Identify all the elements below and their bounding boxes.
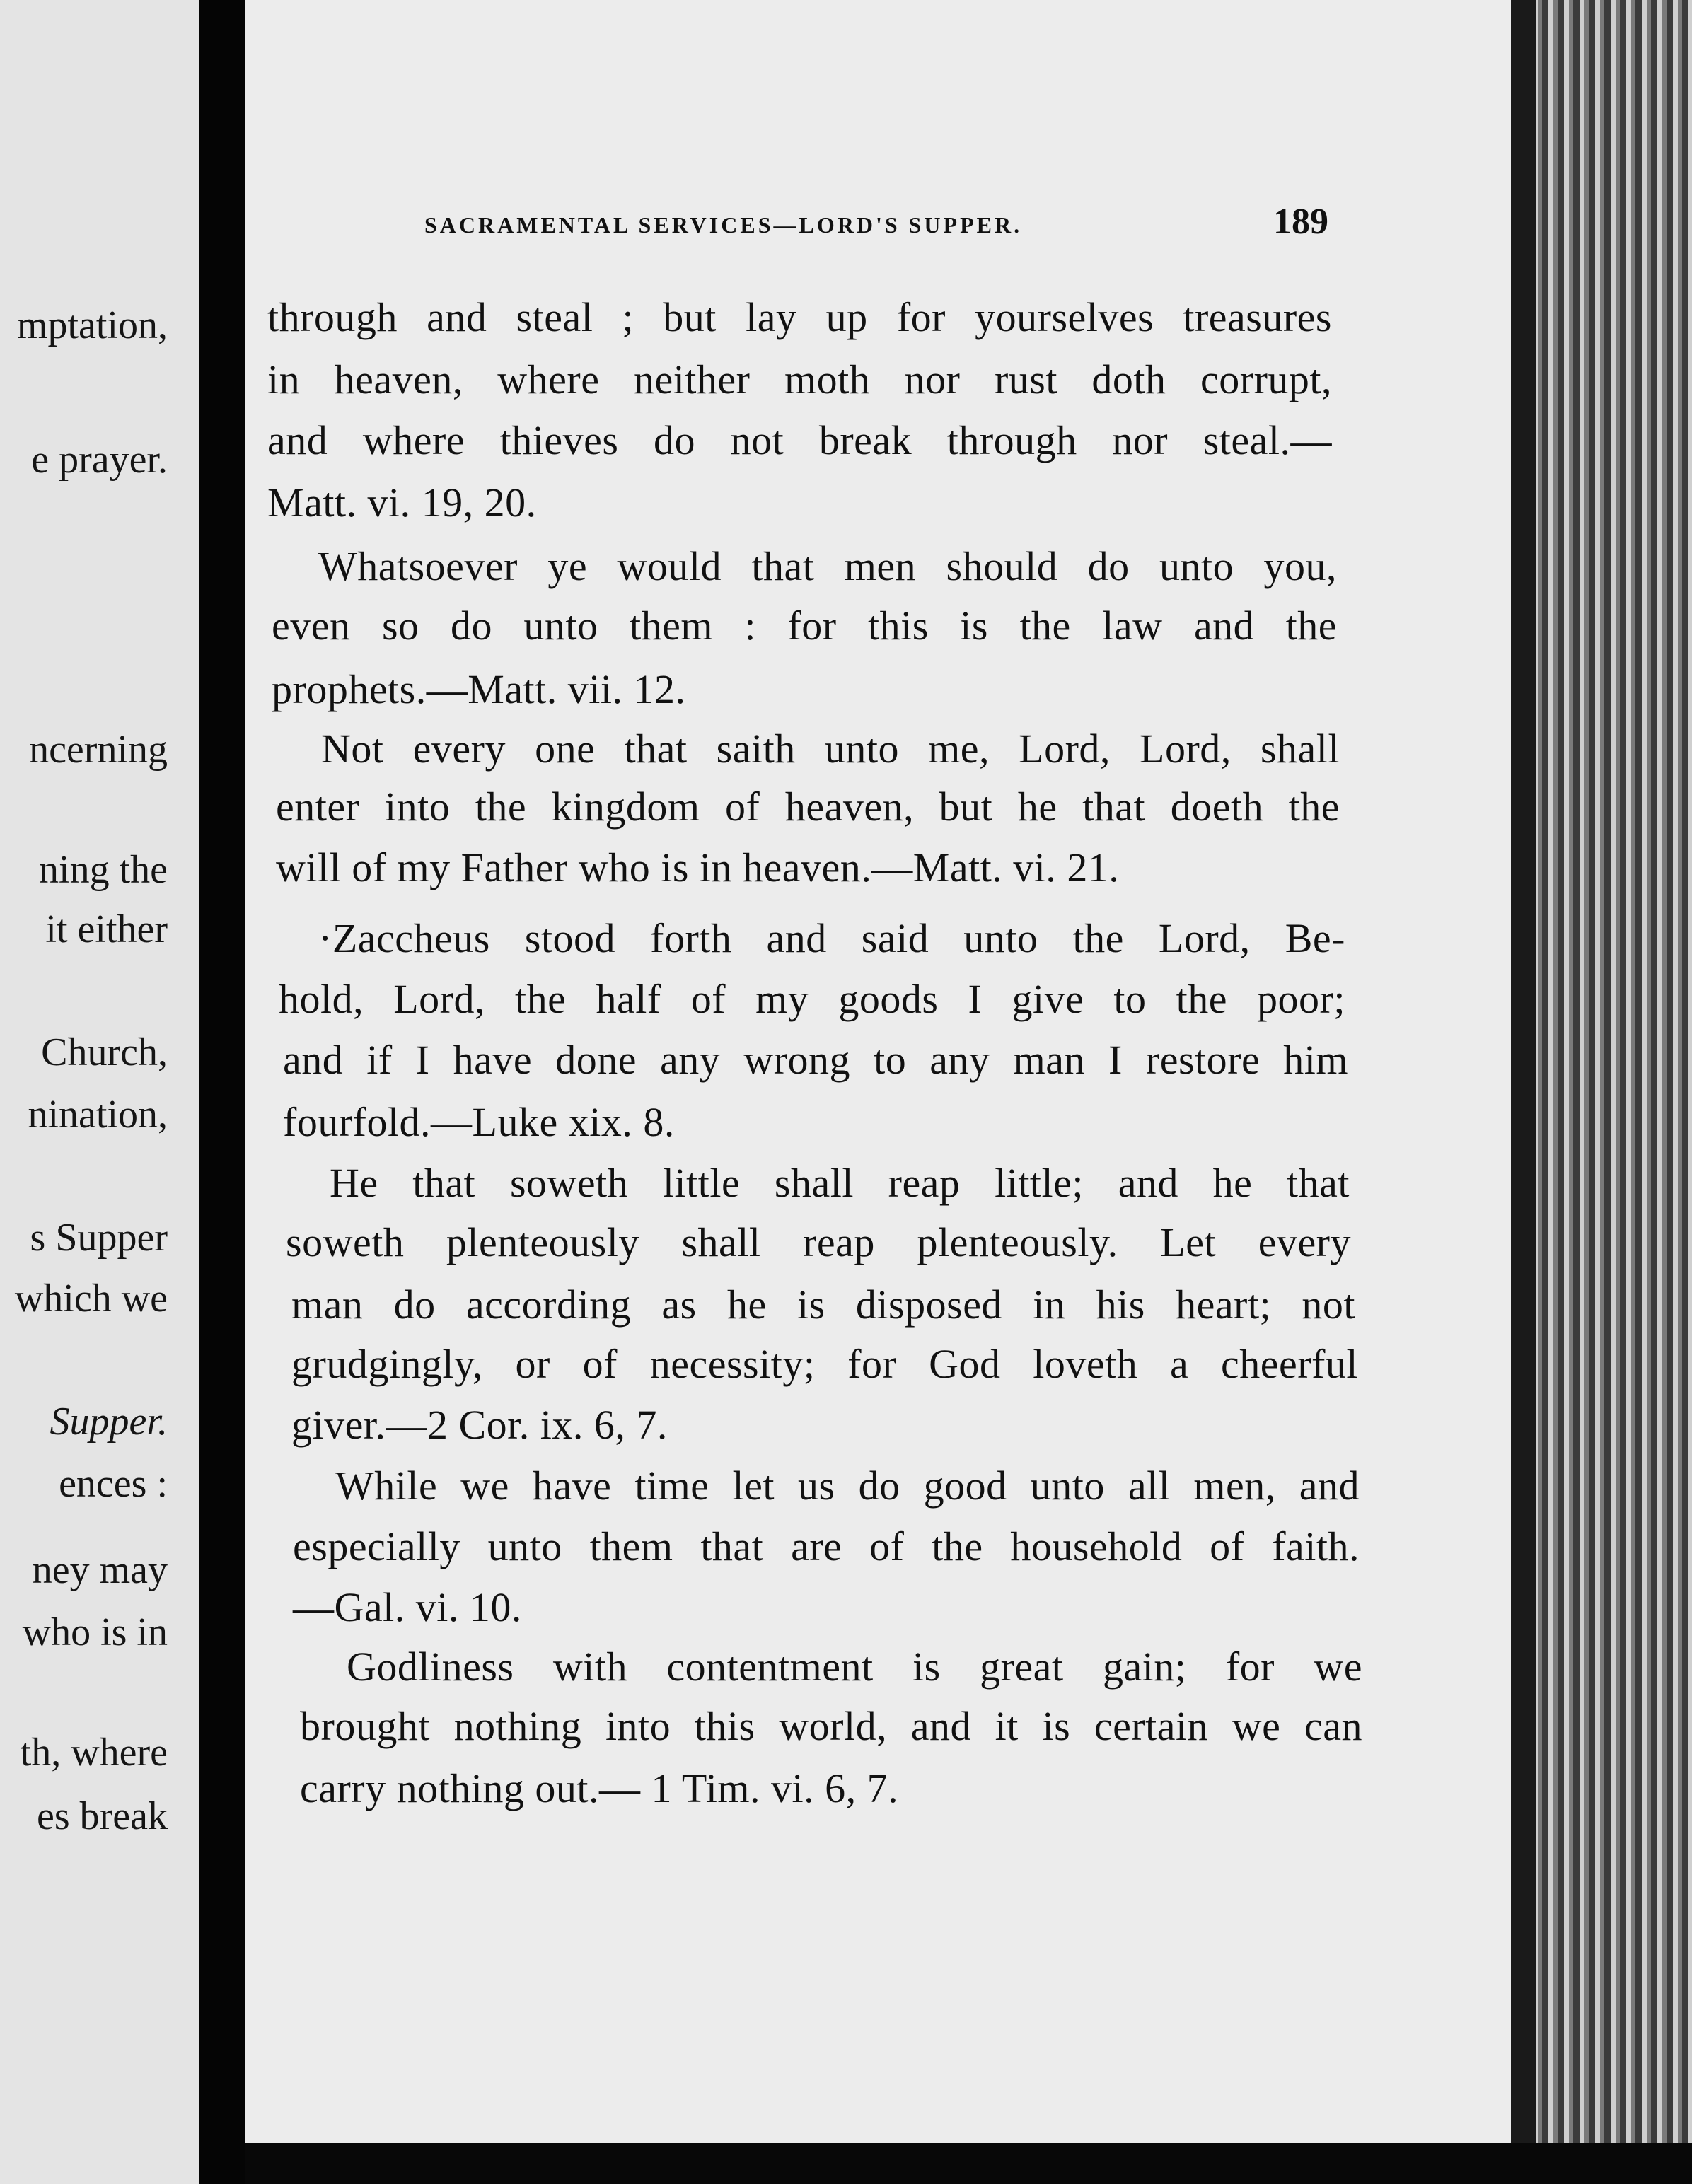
left-line: ncerning: [29, 728, 168, 772]
left-line: e prayer.: [31, 438, 168, 482]
text-line: —Gal. vi. 10.: [293, 1584, 522, 1630]
page-edges: [1511, 0, 1692, 2184]
text-line: Matt. vi. 19, 20.: [267, 480, 537, 525]
text-line: even so do unto them : for this is the law and the: [272, 603, 1337, 649]
left-line: it either: [45, 907, 168, 951]
running-head: SACRAMENTAL SERVICES—LORD'S SUPPER.: [424, 212, 1023, 238]
text-line: and if I have done any wrong to any man I restore him: [283, 1037, 1348, 1083]
text-line: Godliness with contentment is great gain; for we: [347, 1644, 1362, 1690]
left-line: es break: [36, 1794, 168, 1838]
left-line: th, where: [20, 1731, 168, 1774]
text-line: He that soweth little shall reap little; and he that: [330, 1160, 1350, 1206]
text-line: in heaven, where neither moth nor rust doth corrupt,: [267, 356, 1332, 402]
page-number: 189: [1273, 202, 1328, 242]
text-line: grudgingly, or of necessity; for God loveth a cheerful: [291, 1341, 1358, 1387]
left-line: ning the: [39, 848, 168, 892]
left-line: Church,: [41, 1030, 168, 1074]
text-line: giver.—2 Cor. ix. 6, 7.: [291, 1402, 668, 1448]
text-line: soweth plenteously shall reap plenteously. Let every: [286, 1219, 1351, 1265]
left-line: Supper.: [50, 1400, 168, 1444]
text-line: hold, Lord, the half of my goods I give to the poor;: [279, 976, 1345, 1022]
book-gutter: [199, 0, 245, 2184]
text-line: While we have time let us do good unto all men, and: [335, 1463, 1360, 1509]
left-line: ences :: [59, 1462, 168, 1506]
left-line: who is in: [22, 1610, 168, 1654]
text-line: will of my Father who is in heaven.—Matt. vi. 21.: [276, 844, 1120, 890]
text-line: Not every one that saith unto me, Lord, Lord, shall: [321, 726, 1340, 772]
text-line: enter into the kingdom of heaven, but he that doeth the: [276, 784, 1340, 830]
left-line: ney may: [32, 1548, 168, 1592]
left-page-fragment: [0, 0, 199, 2184]
left-line: s Supper: [30, 1216, 168, 1260]
left-line: nination,: [28, 1093, 168, 1137]
bottom-shadow: [245, 2143, 1692, 2184]
text-line: through and steal ; but lay up for yourselves treasures: [267, 294, 1332, 340]
text-line: and where thieves do not break through nor steal.—: [267, 417, 1332, 463]
text-line: prophets.—Matt. vii. 12.: [272, 666, 686, 712]
text-line: carry nothing out.— 1 Tim. vi. 6, 7.: [300, 1765, 899, 1811]
page-edge-shadow: [1511, 0, 1536, 2184]
text-line: Whatsoever ye would that men should do unto you,: [318, 543, 1337, 589]
text-line: man do according as he is disposed in his heart; not: [291, 1282, 1355, 1328]
text-line: ·Zaccheus stood forth and said unto the Lord, Be-: [318, 915, 1345, 961]
left-line: mptation,: [16, 303, 168, 347]
text-line: fourfold.—Luke xix. 8.: [283, 1099, 675, 1145]
text-line: brought nothing into this world, and it is certain we can: [300, 1703, 1362, 1749]
left-line: which we: [14, 1277, 168, 1320]
text-line: especially unto them that are of the household of faith.: [293, 1523, 1360, 1569]
